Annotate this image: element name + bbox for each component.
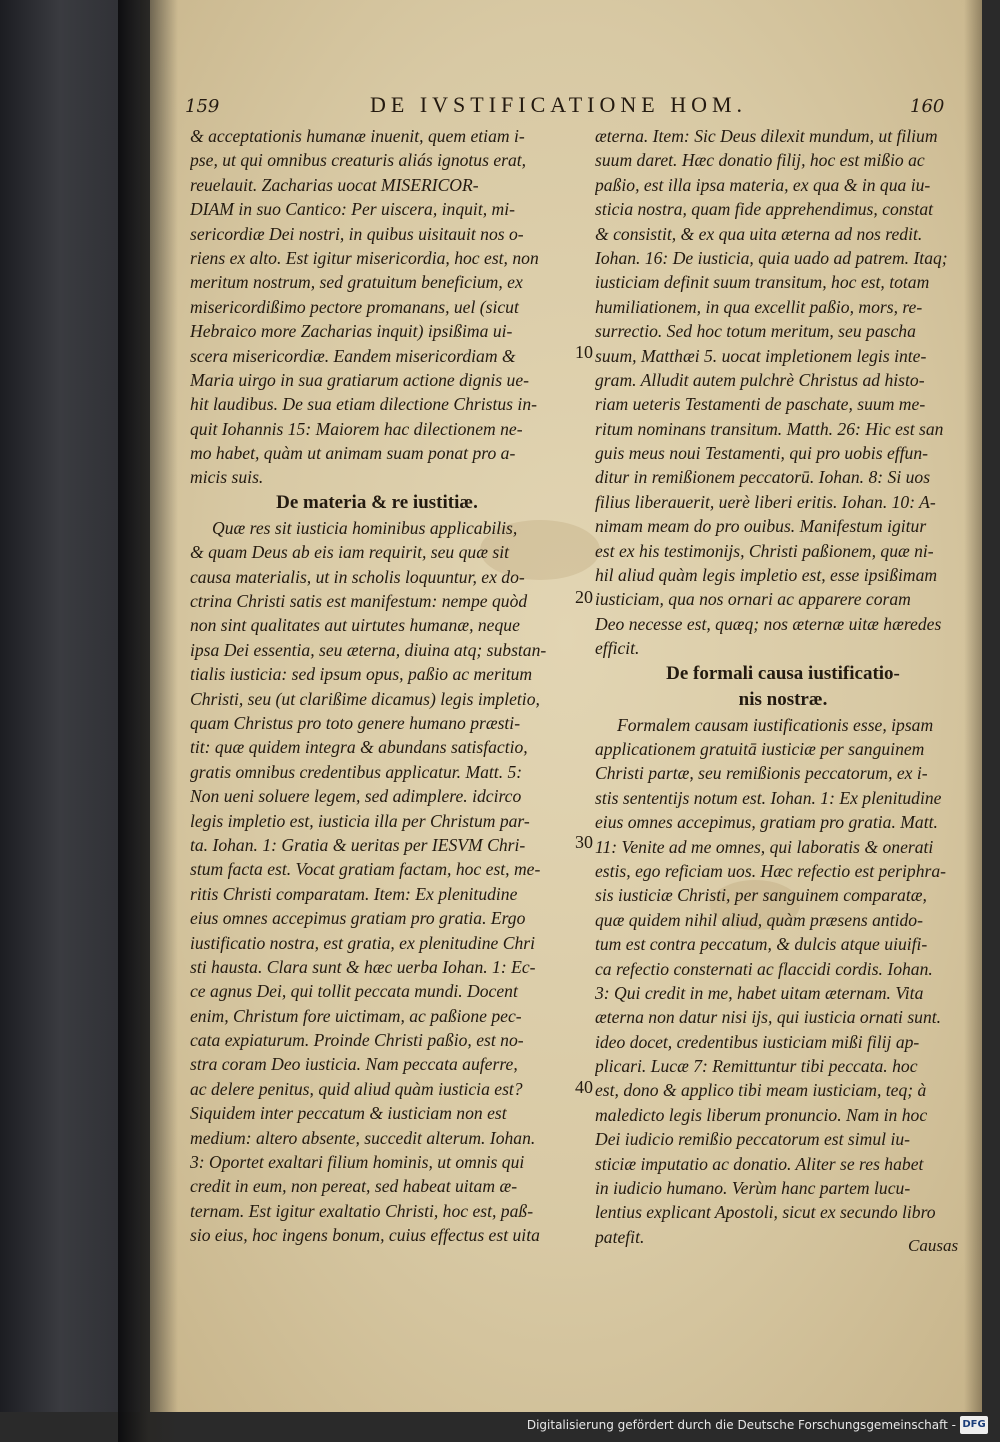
left-page-number: 159 bbox=[185, 96, 220, 117]
text-line: ac delere penitus, quid aliud quàm iusticia est? bbox=[190, 1078, 523, 1099]
page-shadow bbox=[964, 0, 982, 1412]
section-heading-formali-1: De formali causa iustificatio- bbox=[666, 662, 900, 684]
text-line: quit Iohannis 15: Maiorem hac dilectionem ne- bbox=[190, 418, 523, 439]
text-line: sericordiæ Dei nostri, in quibus uisitauit nos o- bbox=[190, 223, 524, 244]
margin-line-number: 20 bbox=[575, 587, 593, 607]
section-heading-materia: De materia & re iustitiæ. bbox=[276, 491, 478, 513]
text-line: causa materialis, ut in scholis loquuntur, ex do- bbox=[190, 566, 525, 587]
text-line: & acceptationis humanæ inuenit, quem etiam i- bbox=[190, 126, 525, 146]
text-line: humiliationem, in qua excellit paßio, mors, re- bbox=[595, 296, 923, 317]
text-line: Christi, seu (ut clarißime dicamus) legis impletio, bbox=[190, 688, 540, 709]
text-line: micis suis. bbox=[190, 467, 264, 488]
running-head bbox=[150, 92, 982, 122]
text-line: est, dono & applico tibi meam iusticiam, teq; à bbox=[595, 1080, 927, 1101]
text-line: iusticiam definit suum transitum, hoc est, totam bbox=[595, 272, 930, 293]
text-line: & quam Deus ab eis iam requirit, seu quæ sit bbox=[190, 542, 509, 563]
text-line: cata expiaturum. Proinde Christi paßio, est no- bbox=[190, 1030, 524, 1051]
text-line: enim, Christum fore uictimam, ac paßione pec- bbox=[190, 1005, 522, 1026]
left-text-column bbox=[190, 124, 564, 1248]
text-line: pse, ut qui omnibus creaturis aliás ignotus erat, bbox=[190, 150, 527, 171]
text-line: hil aliud quàm legis impletio est, esse ipsißimam bbox=[595, 565, 938, 586]
text-line: non sint qualitates aut uirtutes humanæ, neque bbox=[190, 615, 520, 636]
text-line: quam Christus pro toto genere humano præsti- bbox=[190, 712, 521, 733]
text-line: nimam meam do pro ouibus. Manifestum igitur bbox=[595, 516, 927, 537]
dfg-logo: DFG bbox=[960, 1416, 988, 1434]
funding-credit: Digitalisierung gefördert durch die Deutsche Forschungsgemeinschaft - bbox=[526, 1418, 956, 1432]
text-line: 3: Qui credit in me, habet uitam æternam. Vita bbox=[595, 982, 924, 1003]
text-line: 11: Venite ad me omnes, qui laboratis & onerati bbox=[595, 836, 934, 857]
text-line: medium: altero absente, succedit alterum. Iohan. bbox=[190, 1127, 536, 1148]
text-line: iustificatio nostra, est gratia, ex plenitudine Chri bbox=[190, 932, 536, 953]
book-page bbox=[150, 0, 982, 1412]
text-line: mo habet, quàm ut animam suam ponat pro a- bbox=[190, 443, 516, 464]
text-line: stra coram Deo iusticia. Nam peccata auferre, bbox=[190, 1054, 518, 1075]
text-line: plicari. Lucæ 7: Remittuntur tibi peccata. hoc bbox=[595, 1056, 918, 1077]
text-line: ritum nominans transitum. Matth. 26: Hic est san bbox=[595, 418, 944, 439]
right-text-block-1 bbox=[595, 124, 971, 661]
text-line: in iudicio humano. Verùm hanc partem lucu- bbox=[595, 1178, 911, 1199]
text-line: filius liberauerit, uerè liberi eritis. Iohan. 10: A- bbox=[595, 491, 936, 512]
text-line: Hebraico more Zacharias inquit) ipsißima ui- bbox=[190, 321, 513, 342]
text-line: suum, Matthæi 5. uocat impletionem legis inte- bbox=[595, 345, 927, 366]
text-line: Siquidem inter peccatum & iusticiam non est bbox=[190, 1103, 507, 1124]
text-line: ca refectio consternati ac flaccidi cordis. Iohan. bbox=[595, 958, 933, 979]
text-line: suum daret. Hæc donatio filij, hoc est mißio ac bbox=[595, 150, 925, 171]
left-text-block-2 bbox=[190, 516, 564, 1248]
text-line: sticiæ imputatio ac donatio. Aliter se res habet bbox=[595, 1153, 924, 1174]
text-line: riam ueteris Testamenti de paschate, suum me- bbox=[595, 394, 926, 415]
book-gutter bbox=[118, 0, 178, 1442]
right-text-block-2 bbox=[595, 713, 971, 1250]
text-line: legis impletio est, iusticia illa per Christum par- bbox=[190, 810, 530, 831]
margin-line-number: 30 bbox=[575, 832, 593, 852]
text-line: Deo necesse est, quæq; nos æternæ uitæ hæredes bbox=[595, 613, 942, 634]
text-line: riens ex alto. Est igitur misericordia, hoc est, non bbox=[190, 247, 539, 268]
catchword: Causas bbox=[908, 1236, 959, 1255]
text-line: sti hausta. Clara sunt & hæc uerba Iohan. 1: Ec- bbox=[190, 956, 536, 977]
text-line: sio eius, hoc ingens bonum, cuius effectus est uita bbox=[190, 1225, 540, 1246]
text-line: sis iusticiæ Christi, per sanguinem comparatæ, bbox=[595, 885, 927, 906]
text-line: æterna. Item: Sic Deus dilexit mundum, ut filium bbox=[595, 126, 938, 146]
text-line: iusticiam, qua nos ornari ac apparere coram bbox=[595, 589, 911, 610]
text-line: DIAM in suo Cantico: Per uiscera, inquit, mi- bbox=[190, 199, 515, 220]
text-line: quæ quidem nihil aliud, quàm præsens antido- bbox=[595, 909, 923, 930]
text-line: hit laudibus. De sua etiam dilectione Christus in- bbox=[190, 394, 537, 415]
text-line: 3: Oportet exaltari filium hominis, ut omnis qui bbox=[190, 1152, 525, 1173]
text-line: surrectio. Sed hoc totum meritum, seu pascha bbox=[595, 321, 916, 342]
text-line: efficit. bbox=[595, 638, 640, 659]
text-line: ditur in remißionem peccatorū. Iohan. 8: Si uos bbox=[595, 467, 931, 488]
text-line: Iohan. 16: De iusticia, quia uado ad patrem. Itaq; bbox=[595, 247, 948, 268]
margin-line-number: 10 bbox=[575, 342, 593, 362]
text-line: gratis omnibus credentibus applicatur. Matt. 5: bbox=[190, 761, 523, 782]
text-line: Christi partæ, seu remißionis peccatorum, ex i- bbox=[595, 763, 928, 784]
text-line: tialis iusticia: sed ipsum opus, paßio ac meritum bbox=[190, 664, 533, 685]
text-line: Non ueni soluere legem, sed adimplere. idcirco bbox=[190, 786, 522, 807]
left-text-block-1 bbox=[190, 124, 564, 490]
margin-line-number: 40 bbox=[575, 1077, 593, 1097]
text-line: maledicto legis liberum pronuncio. Nam in hoc bbox=[595, 1104, 928, 1125]
running-title: DE IVSTIFICATIONE HOM. bbox=[370, 92, 748, 117]
text-line: applicationem gratuitā iusticiæ per sanguinem bbox=[595, 738, 925, 759]
text-line: tit: quæ quidem integra & abundans satisfactio, bbox=[190, 737, 528, 758]
text-line: ritis Christi comparatam. Item: Ex plenitudine bbox=[190, 883, 518, 904]
right-page-number: 160 bbox=[910, 96, 945, 117]
text-line: stum facta est. Vocat gratiam factam, hoc est, me- bbox=[190, 859, 541, 880]
text-line: reuelauit. Zacharias uocat MISERICOR- bbox=[190, 174, 479, 195]
text-line: guis meus noui Testamenti, qui pro uobis effun- bbox=[595, 443, 928, 464]
text-line: paßio, est illa ipsa materia, ex qua & in qua iu- bbox=[595, 174, 931, 195]
text-line: stis sententijs notum est. Iohan. 1: Ex plenitudine bbox=[595, 787, 942, 808]
text-line: ce agnus Dei, qui tollit peccata mundi. Docent bbox=[190, 981, 518, 1002]
text-line: meritum nostrum, sed gratuitum beneficium, ex bbox=[190, 272, 523, 293]
text-line: & consistit, & ex qua uita æterna ad nos redit. bbox=[595, 223, 923, 244]
text-line: æterna non datur nisi ijs, qui iusticia ornati sunt. bbox=[595, 1007, 942, 1028]
text-line: ternam. Est igitur exaltatio Christi, hoc est, paß- bbox=[190, 1200, 534, 1221]
text-line: tum est contra peccatum, & dulcis atque uiuifi- bbox=[595, 934, 928, 955]
text-line: Formalem causam iustificationis esse, ipsam bbox=[617, 714, 934, 735]
text-line: credit in eum, non pereat, sed habeat uitam æ- bbox=[190, 1176, 518, 1197]
text-line: lentius explicant Apostoli, sicut ex secundo libro bbox=[595, 1202, 936, 1223]
text-line: Dei iudicio remißio peccatorum est simul iu- bbox=[595, 1129, 911, 1150]
text-line: Maria uirgo in sua gratiarum actione dignis ue- bbox=[190, 369, 529, 390]
text-line: patefit. bbox=[595, 1226, 645, 1247]
text-line: ctrina Christi satis est manifestum: nempe quòd bbox=[190, 591, 528, 612]
text-line: misericordißimo pectore promanans, uel (sicut bbox=[190, 296, 519, 317]
text-line: est ex his testimonijs, Christi paßionem, quæ ni- bbox=[595, 540, 934, 561]
text-line: eius omnes accepimus, gratiam pro gratia. Matt. bbox=[595, 812, 938, 833]
text-line: sticia nostra, quam fide apprehendimus, constat bbox=[595, 199, 934, 220]
text-line: scera misericordiæ. Eandem misericordiam & bbox=[190, 345, 516, 366]
text-line: estis, ego reficiam uos. Hæc refectio est periphra- bbox=[595, 860, 946, 881]
text-line: ideo docet, credentibus iusticiam mißi filij ap- bbox=[595, 1031, 920, 1052]
text-line: gram. Alludit autem pulchrè Christus ad histo- bbox=[595, 369, 925, 390]
text-line: ipsa Dei essentia, seu æterna, diuina atq; substan- bbox=[190, 639, 547, 660]
section-heading-formali-2: nis nostræ. bbox=[738, 688, 828, 710]
text-line: ta. Iohan. 1: Gratia & ueritas per IESVM Chri- bbox=[190, 834, 526, 855]
text-line: Quæ res sit iusticia hominibus applicabilis, bbox=[212, 517, 518, 538]
text-line: eius omnes accepimus gratiam pro gratia. Ergo bbox=[190, 908, 526, 929]
right-text-column bbox=[595, 124, 971, 1249]
